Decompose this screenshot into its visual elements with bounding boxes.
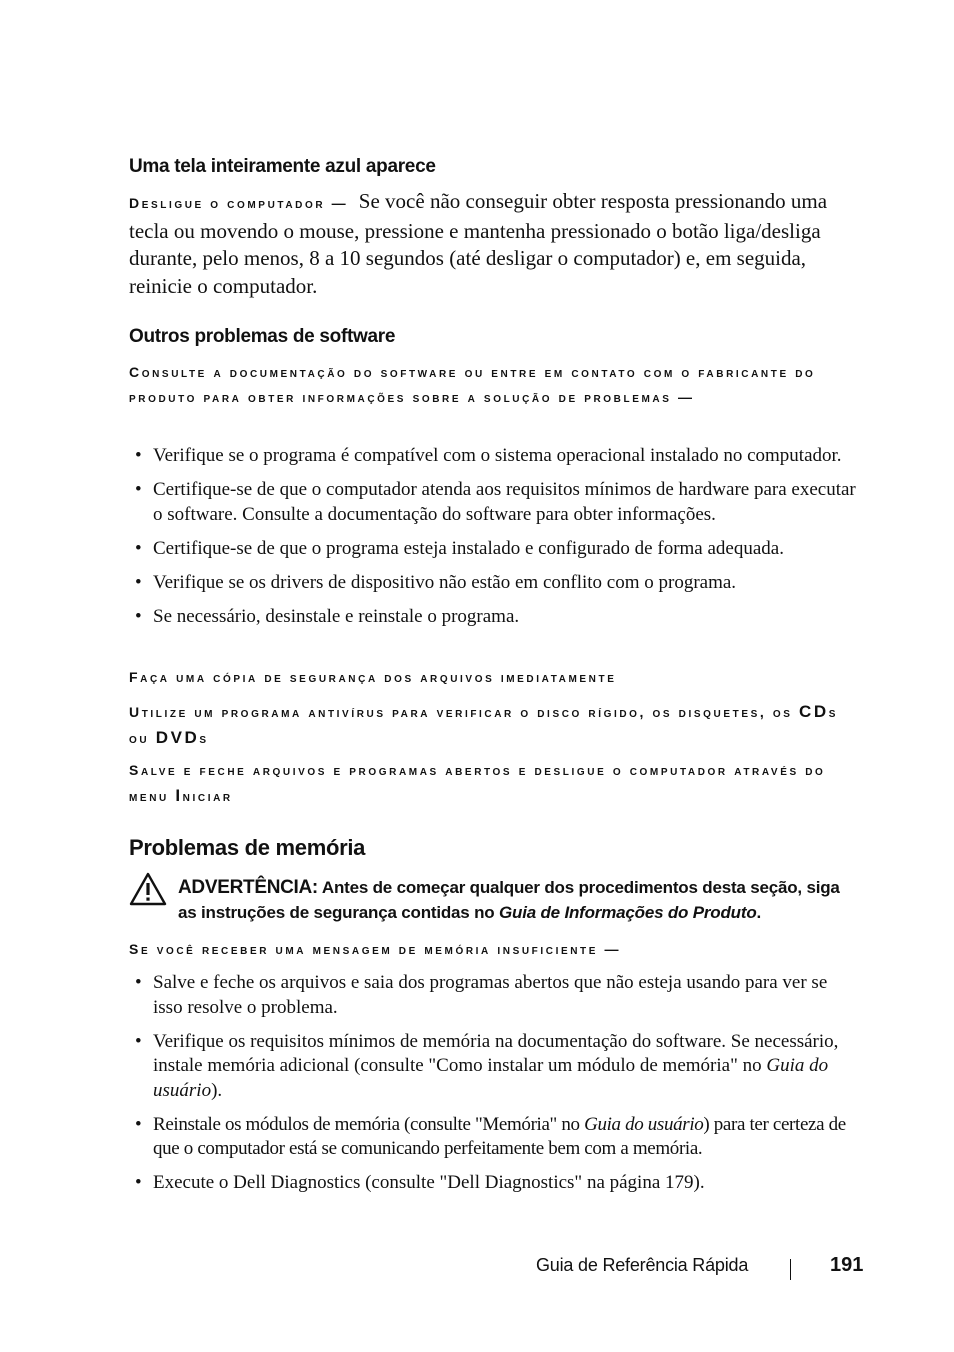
memory-bullet-list (129, 971, 857, 1205)
list-item-text: Reinstale os módulos de memória (consulte "Memória" no (153, 1113, 585, 1135)
list-item (129, 1171, 857, 1196)
list-item-text: Execute o Dell Diagnostics (consulte "Dell Diagnostics" na página 179). (153, 1172, 705, 1193)
turn-off-label: Desligue o computador — (129, 195, 349, 211)
list-item-text: ) para ter certeza de que o computador está se comunicando perfeitamente bem com a memória. (153, 1113, 846, 1159)
footer-divider (790, 1259, 791, 1280)
list-item (129, 971, 857, 1020)
users-guide-title: Guia do usuário (153, 1055, 829, 1101)
antivirus-heading-text: Utilize um programa antivírus para verificar o disco rígido, os disquetes, os (129, 704, 799, 720)
warning-guide-title: Guia de Informações do Produto (498, 903, 757, 922)
save-close-heading-text: Salve e feche arquivos e programas abertos e desligue o computador através do menu (129, 762, 826, 804)
warning-text-after: . (756, 903, 762, 922)
antivirus-conj: ou (129, 730, 156, 746)
list-item: • Se necessário, desinstale e reinstale o programa. (129, 605, 857, 630)
footer-title: Guia de Referência Rápida (536, 1255, 749, 1275)
list-item: • Certifique-se de que o programa esteja instalado e configurado de forma adequada. (129, 537, 857, 562)
warning-label: ADVERTÊNCIA: (178, 877, 318, 898)
dvd-upper: DVD (155, 728, 200, 747)
list-item-text: Verifique os requisitos mínimos de memória na documentação do software. Se necessário, instale memória adicional (consulte "Como instalar um módulo de memória" no (153, 1030, 839, 1076)
section-heading-blue-screen: Uma tela inteiramente azul aparece (129, 156, 436, 177)
turn-off-text: Se você não conseguir obter resposta pressionando uma tecla ou movendo o mouse, pressione e mantenha pressionado o botão liga/desliga durante, pelo menos, 8 a 10 segundos (até desligar o computador) e, em seguida, reinicie o computador. (129, 189, 828, 298)
list-item-text: Salve e feche os arquivos e saia dos programas abertos que não esteja usando para ver se isso resolve o problema. (153, 972, 828, 1018)
save-close-heading (129, 758, 859, 809)
list-item (129, 1030, 857, 1104)
warning-text (178, 875, 858, 925)
list-item: • Verifique se os drivers de dispositivo não estão em conflito com o programa. (129, 571, 857, 596)
cd-upper: CD (798, 702, 829, 721)
turn-off-paragraph (129, 188, 857, 300)
consult-documentation-heading: Consulte a documentação do software ou entre em contato com o fabricante do produto para obter informações sobre a solução de problemas — (129, 364, 816, 405)
list-item: • Verifique se o programa é compatível com o sistema operacional instalado no computador. (129, 444, 857, 469)
cd-suffix: s (828, 704, 839, 720)
section-heading-other-software: Outros problemas de software (129, 326, 396, 347)
section-heading-memory: Problemas de memória (129, 835, 366, 860)
insufficient-memory-heading: Se você receber uma mensagem de memória insuficiente — (129, 941, 622, 957)
warning-triangle-icon (129, 872, 167, 906)
list-item-text: ). (211, 1079, 223, 1101)
list-item (129, 1113, 857, 1162)
menu-upper: I (175, 786, 183, 805)
dvd-suffix: s (199, 730, 209, 746)
list-item: • Certifique-se de que o computador atenda aos requisitos mínimos de hardware para executar o software. Consulte a documentação do software para obter informações. (129, 478, 857, 527)
software-bullet-list (129, 444, 857, 639)
antivirus-heading (129, 699, 859, 751)
page-number: 191 (830, 1254, 864, 1276)
backup-files-heading: Faça uma cópia de segurança dos arquivos imediatamente (129, 669, 617, 685)
users-guide-title: Guia do usuário (584, 1113, 704, 1135)
warning-text-before: Antes de começar qualquer dos procedimentos desta seção, siga as instruções de segurança contidas no (178, 878, 840, 922)
menu-rest: niciar (182, 788, 233, 804)
